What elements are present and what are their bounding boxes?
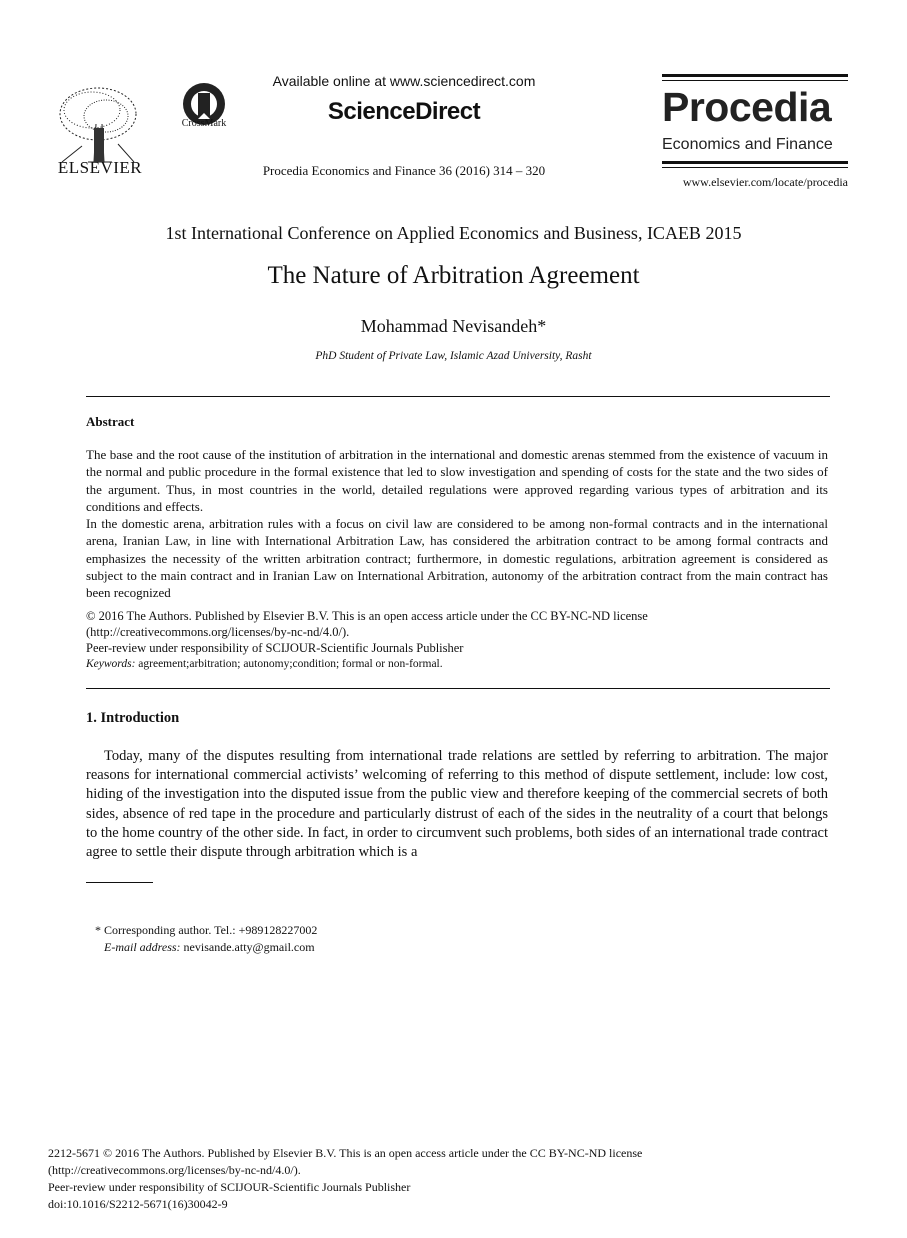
- abstract-paragraph-1: The base and the root cause of the institution of arbitration in the international and domestic arenas stemmed from the existence of vacuum in the normal and public procedure in the formal existence that led to slow investigation and spending of costs for the state and the two sides of the argument. Thus, in most countries in the world, detailed regulations were approved regarding various types of arbitration and its conditions and effects.: [86, 447, 828, 514]
- footnote-rule: [86, 882, 153, 883]
- peer-review-note: Peer-review under responsibility of SCIJOUR-Scientific Journals Publisher: [86, 641, 464, 655]
- footer-peer-review: Peer-review under responsibility of SCIJOUR-Scientific Journals Publisher: [48, 1180, 411, 1194]
- introduction-heading: 1. Introduction: [86, 710, 180, 726]
- author-affiliation: PhD Student of Private Law, Islamic Azad University, Rasht: [315, 350, 592, 362]
- abstract-body: [86, 446, 828, 602]
- procedia-rule-bottom-thin: [662, 167, 848, 168]
- abstract-rule-top: [86, 396, 830, 397]
- email-line: [104, 940, 315, 955]
- abstract-rule-bottom: [86, 688, 830, 689]
- procedia-url-link[interactable]: www.elsevier.com/locate/procedia: [682, 175, 848, 189]
- procedia-rule-top: [662, 74, 848, 77]
- footer-doi[interactable]: doi:10.1016/S2212-5671(16)30042-9: [48, 1197, 228, 1211]
- keywords-label: Keywords:: [86, 658, 136, 670]
- license-line-1: © 2016 The Authors. Published by Elsevier B.V. This is an open access article under the CC BY-NC-ND license: [86, 609, 648, 623]
- email-address[interactable]: nevisande.atty@gmail.com: [180, 940, 315, 954]
- procedia-subtitle: Economics and Finance: [662, 136, 833, 153]
- procedia-rule-bottom: [662, 161, 848, 164]
- keywords-line: [86, 658, 443, 670]
- email-label: E-mail address:: [104, 940, 181, 954]
- license-link[interactable]: (http://creativecommons.org/licenses/by-nc-nd/4.0/).: [86, 625, 350, 639]
- author-mark: *: [537, 316, 547, 336]
- sciencedirect-logo: ScienceDirect: [327, 98, 481, 125]
- author-line: [0, 316, 907, 337]
- paper-title: The Nature of Arbitration Agreement: [267, 262, 640, 289]
- keywords-list: agreement;arbitration; autonomy;condition; formal or non-formal.: [135, 658, 443, 670]
- abstract-heading: Abstract: [86, 414, 135, 429]
- corresponding-author-note: * Corresponding author. Tel.: +989128227002: [95, 923, 318, 937]
- conference-name: 1st International Conference on Applied Economics and Business, ICAEB 2015: [165, 223, 742, 243]
- crossmark-label: CrossMark: [181, 118, 227, 129]
- procedia-rule-top-thin: [662, 80, 848, 81]
- footer-license-link[interactable]: (http://creativecommons.org/licenses/by-nc-nd/4.0/).: [48, 1163, 301, 1177]
- elsevier-wordmark: ELSEVIER: [57, 158, 143, 177]
- available-online-text[interactable]: Available online at www.sciencedirect.com: [272, 73, 536, 89]
- introduction-paragraph: Today, many of the disputes resulting from international trade relations are settled by referring to arbitration. The major reasons for international commercial activists’ welcoming of referring to this method of dispute settlement, include: low cost, hiding of the investigation into the disputed issue from the public view and therefore keeping of the commercial secrets of both sides, absence of red tape in the procedure and particularly distrust of each of the sides in the neutrality of a court that belongs to the home country of the other side. In fact, in order to circumvent such problems, both sides of an international trade contract agree to settle their dispute through arbitration which is a: [86, 748, 828, 861]
- procedia-logo: Procedia: [662, 84, 832, 130]
- author-name: Mohammad Nevisandeh: [360, 316, 538, 336]
- abstract-paragraph-2: In the domestic arena, arbitration rules with a focus on civil law are considered to be among non-formal contracts and in the international arena, Iranian Law, in line with International Arbitration Law, has considered the arbitration contract to be among formal contracts and emphasizes the necessity of the written arbitration contract; furthermore, in domestic regulations, arbitration agreement is considered as subject to the main contract and in Iranian Law on International Arbitration, autonomy of the arbitration contract from the main contract has been recognized: [86, 516, 828, 601]
- journal-reference: Procedia Economics and Finance 36 (2016) 314 – 320: [262, 163, 546, 178]
- footer-issn-license: 2212-5671 © 2016 The Authors. Published by Elsevier B.V. This is an open access article under the CC BY-NC-ND license: [48, 1146, 643, 1160]
